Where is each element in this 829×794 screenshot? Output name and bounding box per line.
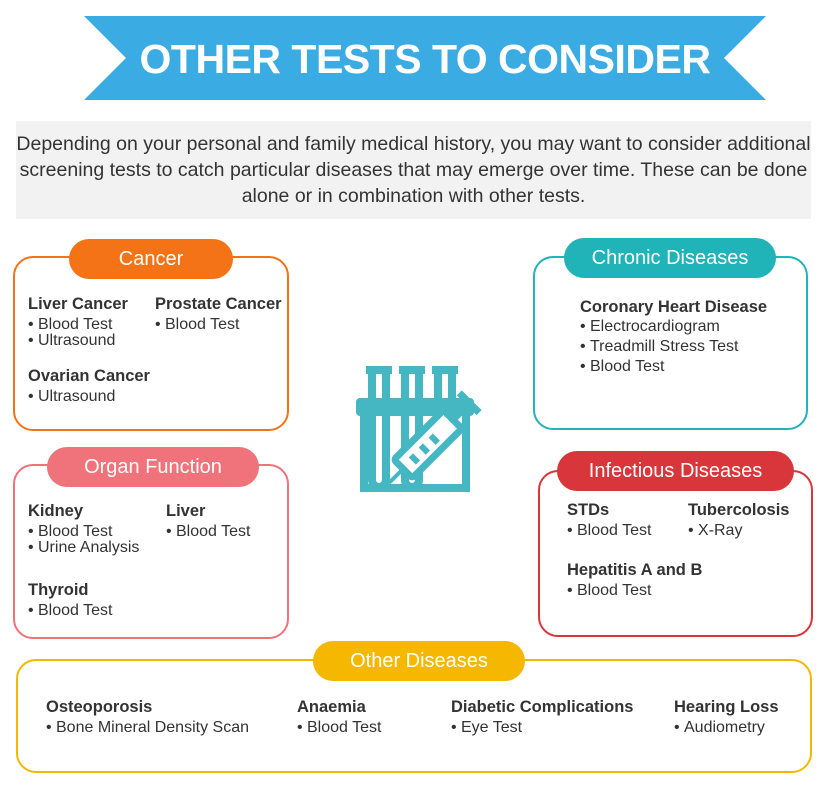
organ-test-item: • Blood Test [28, 523, 113, 540]
intro-text: Depending on your personal and family medical history, you may want to consider additional screening tests to catch particular diseases that may emerge over time. These can be done alone or in combination with other tests. [16, 133, 811, 207]
chronic-test-item: • Blood Test [580, 358, 665, 375]
infectious-group-title: STDs [567, 501, 610, 519]
infectious-diseases-header: Infectious Diseases [557, 451, 794, 491]
other-group-title: Diabetic Complications [451, 698, 634, 716]
chronic-diseases-header: Chronic Diseases [564, 238, 776, 278]
other-test-item: • Bone Mineral Density Scan [46, 719, 249, 736]
cancer-test-item: • Blood Test [28, 316, 113, 333]
test-tubes-syringe-icon [350, 362, 505, 497]
organ-group-title: Kidney [28, 502, 84, 520]
other-diseases-header: Other Diseases [313, 641, 525, 681]
cancer-test-item: • Ultrasound [28, 332, 116, 349]
other-group-title: Anaemia [297, 698, 366, 716]
chronic-test-item: • Treadmill Stress Test [580, 338, 739, 355]
infectious-group-title: Tubercolosis [688, 501, 790, 519]
chronic-group-title: Coronary Heart Disease [580, 298, 768, 316]
organ-group-title: Liver [166, 502, 206, 520]
infectious-group-title: Hepatitis A and B [567, 561, 703, 579]
other-group-title: Osteoporosis [46, 698, 153, 716]
chronic-test-item: • Electrocardiogram [580, 318, 720, 335]
infectious-diseases-box [538, 470, 813, 637]
cancer-test-item: • Blood Test [155, 316, 240, 333]
other-test-item: • Audiometry [674, 719, 765, 736]
cancer-test-item: • Ultrasound [28, 388, 116, 405]
infectious-test-item: • Blood Test [567, 582, 652, 599]
organ-test-item: • Urine Analysis [28, 539, 140, 556]
organ-function-header: Organ Function [47, 447, 259, 487]
infectious-test-item: • X-Ray [688, 522, 743, 539]
other-group-title: Hearing Loss [674, 698, 779, 716]
cancer-group-title: Ovarian Cancer [28, 367, 150, 385]
cancer-group-title: Prostate Cancer [155, 295, 282, 313]
page-title: OTHER TESTS TO CONSIDER [139, 36, 711, 82]
organ-test-item: • Blood Test [166, 523, 251, 540]
cancer-header: Cancer [69, 239, 233, 279]
organ-group-title: Thyroid [28, 581, 89, 599]
cancer-group-title: Liver Cancer [28, 295, 128, 313]
other-test-item: • Eye Test [451, 719, 523, 736]
other-test-item: • Blood Test [297, 719, 382, 736]
infectious-test-item: • Blood Test [567, 522, 652, 539]
organ-test-item: • Blood Test [28, 602, 113, 619]
